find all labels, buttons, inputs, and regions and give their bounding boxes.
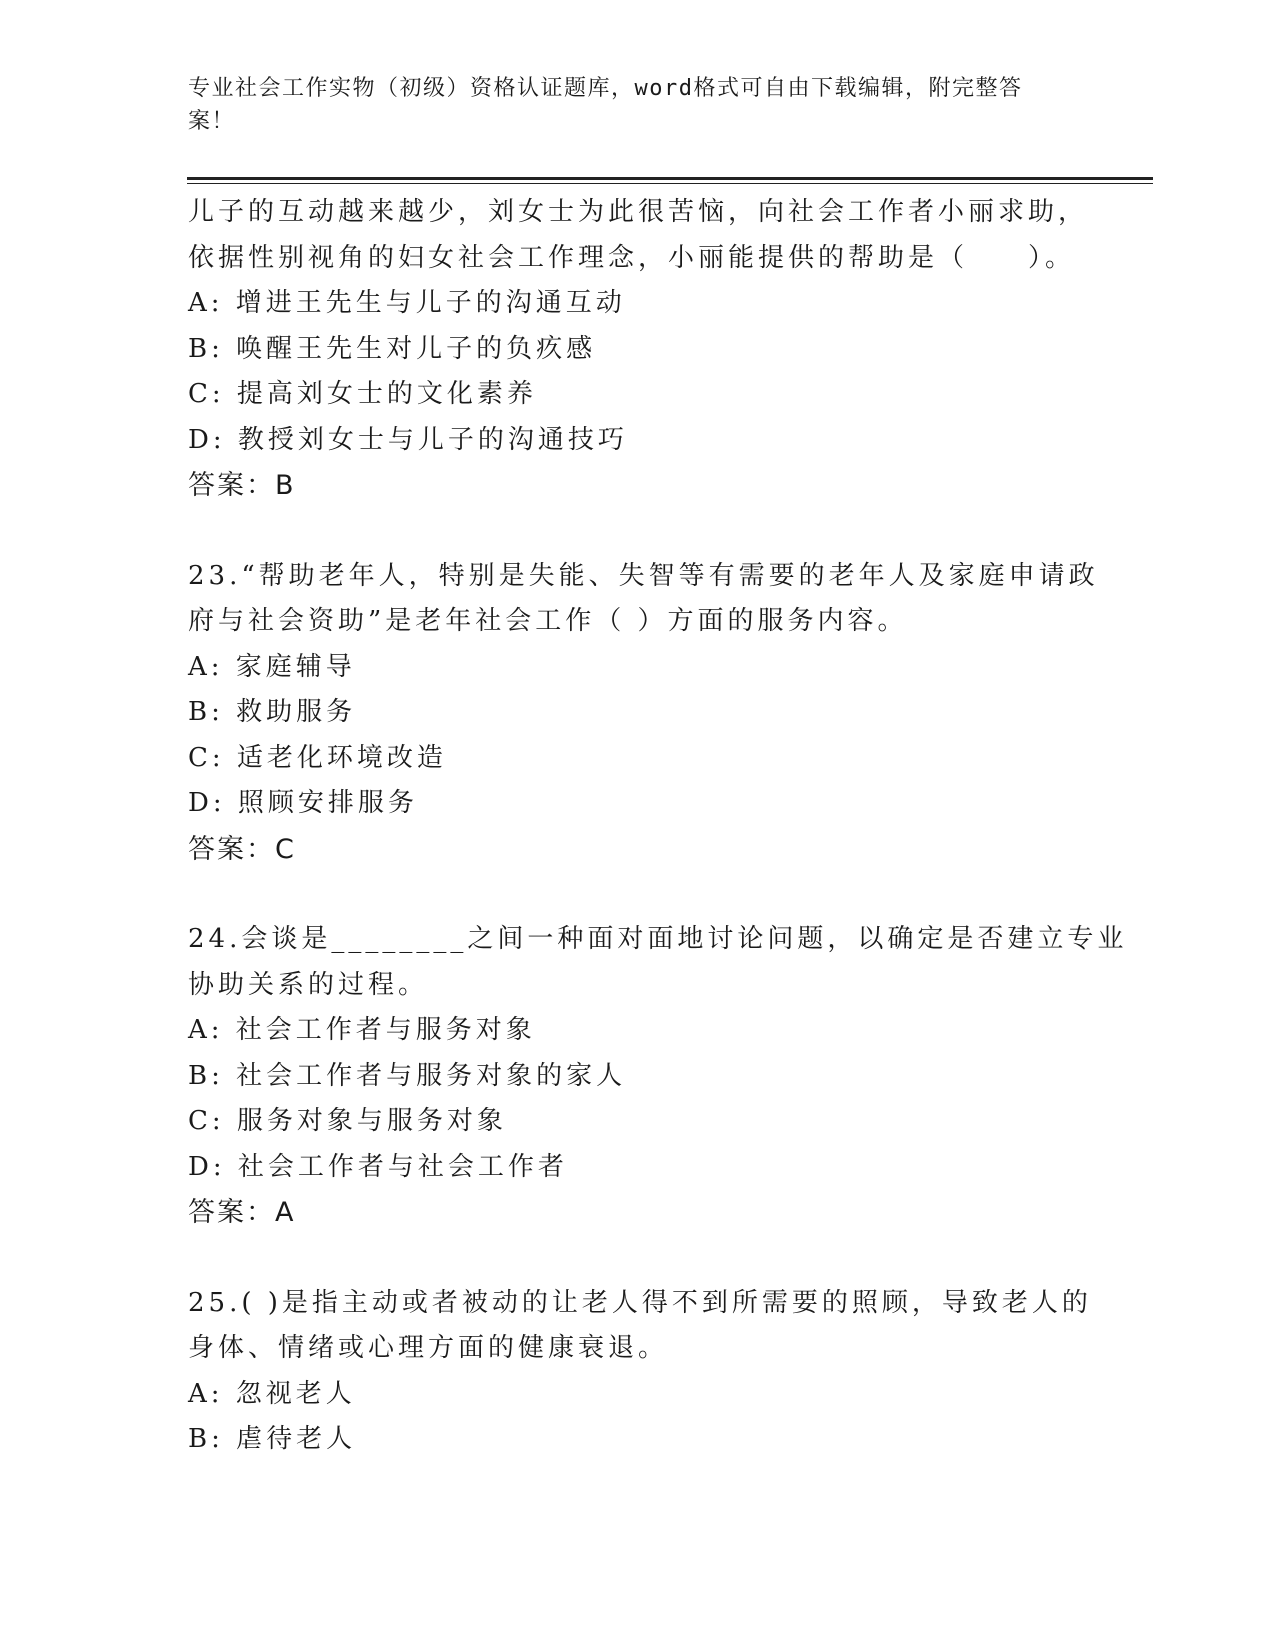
- option-d: D: 照顾安排服务: [188, 788, 418, 818]
- question-text-line: 依据性别视角的妇女社会工作理念，小丽能提供的帮助是（ ）。: [188, 242, 1076, 273]
- answer-line: 答案：C: [188, 833, 296, 865]
- option-c: C: 适老化环境改造: [188, 742, 447, 773]
- document-header: [188, 72, 1068, 138]
- header-line-2: 案！: [188, 109, 236, 134]
- option-b: B: 救助服务: [188, 697, 357, 727]
- option-b: B: 虐待老人: [188, 1424, 357, 1454]
- question-block: [188, 554, 1099, 873]
- question-text-line: 协助关系的过程。: [188, 969, 429, 1000]
- header-rule-thin: [187, 183, 1153, 184]
- option-a: A: 忽视老人: [188, 1378, 356, 1409]
- option-a: A: 社会工作者与服务对象: [188, 1015, 536, 1045]
- option-c: C: 服务对象与服务对象: [188, 1106, 507, 1136]
- option-d: D: 教授刘女士与儿子的沟通技巧: [188, 424, 628, 455]
- option-a: A: 增进王先生与儿子的沟通互动: [188, 288, 626, 318]
- question-text-line: 24.会谈是________之间一种面对面地讨论问题，以确定是否建立专业: [188, 924, 1128, 954]
- question-text-line: 身体、情绪或心理方面的健康衰退。: [188, 1333, 669, 1363]
- question-list: [188, 190, 1128, 1463]
- answer-line: 答案：A: [188, 1197, 296, 1228]
- answer-line: 答案：B: [188, 470, 296, 501]
- header-line-1: 专业社会工作实物（初级）资格认证题库，word格式可自由下载编辑，附完整答: [188, 76, 1023, 101]
- question-text-line: 府与社会资助”是老年社会工作（ ）方面的服务内容。: [188, 606, 908, 636]
- option-d: D: 社会工作者与社会工作者: [188, 1151, 568, 1182]
- option-a: A: 家庭辅导: [188, 651, 356, 682]
- question-text-line: 25.( )是指主动或者被动的让老人得不到所需要的照顾，导致老人的: [188, 1287, 1092, 1318]
- question-text-line: 儿子的互动越来越少，刘女士为此很苦恼，向社会工作者小丽求助，: [188, 197, 1089, 227]
- question-text-line: 23.“帮助老年人，特别是失能、失智等有需要的老年人及家庭申请政: [188, 560, 1099, 591]
- option-c: C: 提高刘女士的文化素养: [188, 379, 537, 409]
- question-block: [188, 1281, 1092, 1463]
- question-block: [188, 917, 1128, 1236]
- option-b: B: 唤醒王先生对儿子的负疚感: [188, 333, 597, 364]
- header-rule-thick: [187, 177, 1153, 180]
- question-block: [188, 190, 1088, 509]
- option-b: B: 社会工作者与服务对象的家人: [188, 1060, 627, 1091]
